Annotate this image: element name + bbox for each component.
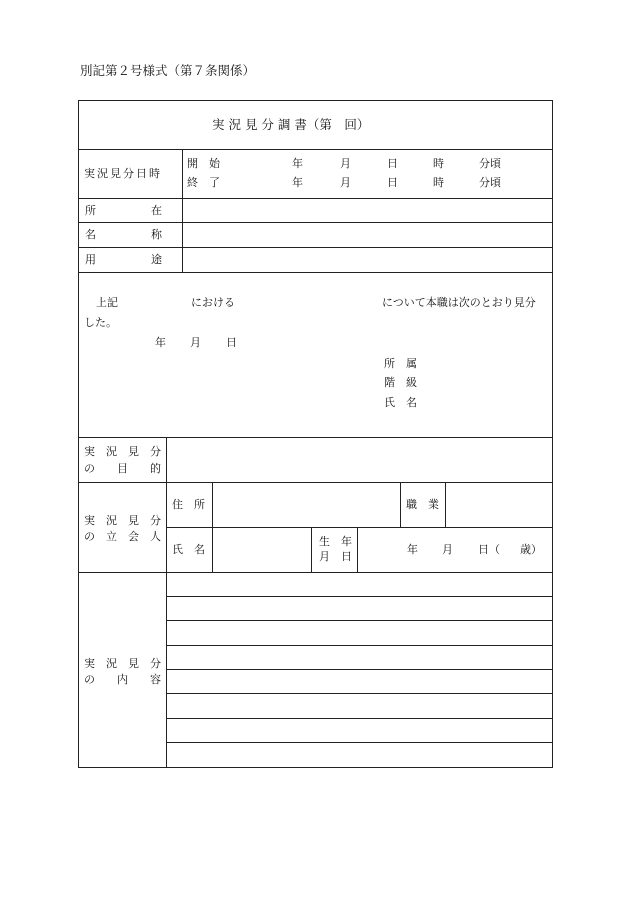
end-label: 終 了 xyxy=(187,176,220,189)
purpose-label-line1: 実 況 見 分 xyxy=(84,445,161,458)
end-hour-unit: 時 xyxy=(433,176,444,189)
witness-label-line1: 実 況 見 分 xyxy=(84,514,161,527)
witness-address-label: 住 所 xyxy=(172,498,205,511)
age-unit: 歳） xyxy=(520,543,542,556)
statement-day-unit: 日 xyxy=(226,336,237,349)
contents-label-line2: の 内 容 xyxy=(84,673,161,686)
end-minute-unit: 分頃 xyxy=(479,176,501,189)
rank-label: 階 級 xyxy=(384,376,417,389)
birth-month-unit: 月 xyxy=(442,543,453,556)
birthdate-label-line1: 生 年 xyxy=(319,535,352,548)
end-day-unit: 日 xyxy=(387,176,398,189)
form-number-label: 別記第２号様式（第７条関係） xyxy=(80,63,256,78)
start-hour-unit: 時 xyxy=(433,157,444,170)
birthdate-label-line2: 月 日 xyxy=(319,550,352,563)
officer-name-label: 氏 名 xyxy=(384,396,417,409)
datetime-label: 実況見分日時 xyxy=(84,167,162,180)
end-month-unit: 月 xyxy=(340,176,351,189)
witness-label-line2: の 立 会 人 xyxy=(84,530,161,543)
sheet-title: 実 況 見 分 調 書（第 回） xyxy=(212,117,370,132)
statement-month-unit: 月 xyxy=(190,336,201,349)
start-month-unit: 月 xyxy=(340,157,351,170)
birth-year-unit: 年 xyxy=(407,543,418,556)
statement-text-3: について本職は次のとおり見分 xyxy=(382,296,536,309)
start-year-unit: 年 xyxy=(292,157,303,170)
statement-text-4: した。 xyxy=(84,316,117,329)
affiliation-label: 所 属 xyxy=(384,357,417,370)
witness-name-label: 氏 名 xyxy=(172,543,205,556)
name-label: 名 称 xyxy=(85,228,162,241)
usage-label: 用 途 xyxy=(85,253,162,266)
birth-day-unit: 日（ xyxy=(478,543,500,556)
purpose-label-line2: の 目 的 xyxy=(84,462,161,475)
statement-text-1: 上記 xyxy=(96,296,118,309)
statement-text-2: における xyxy=(191,296,235,309)
statement-year-unit: 年 xyxy=(155,336,166,349)
start-minute-unit: 分頃 xyxy=(479,157,501,170)
start-label: 開 始 xyxy=(187,157,220,170)
contents-label-line1: 実 況 見 分 xyxy=(84,657,161,670)
location-label: 所 在 xyxy=(85,204,162,217)
witness-occupation-label: 職 業 xyxy=(406,498,439,511)
start-day-unit: 日 xyxy=(387,157,398,170)
end-year-unit: 年 xyxy=(292,176,303,189)
